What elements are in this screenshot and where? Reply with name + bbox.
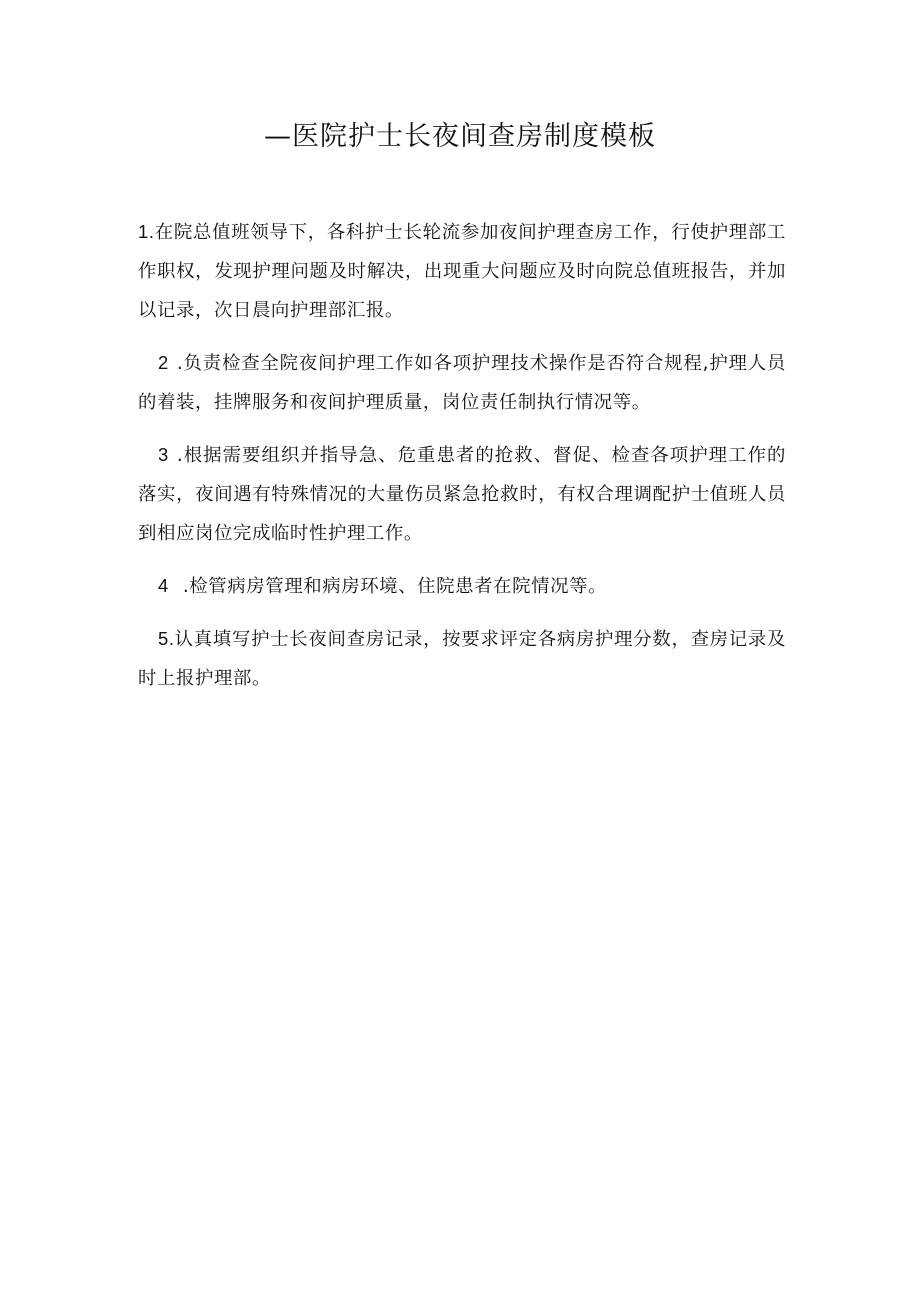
item-number: 4 bbox=[158, 575, 169, 596]
item-number: 2 bbox=[158, 352, 169, 373]
document-body bbox=[138, 212, 786, 711]
list-item bbox=[138, 212, 786, 330]
list-item bbox=[138, 435, 786, 553]
item-text: .检管病房管理和病房环境、住院患者在院情况等。 bbox=[182, 576, 608, 597]
list-item bbox=[138, 619, 786, 698]
document-title: —医院护士长夜间查房制度模板 bbox=[264, 121, 656, 152]
item-number: 3 bbox=[158, 444, 169, 465]
list-item bbox=[138, 343, 786, 422]
item-text: .根据需要组织并指导急、危重患者的抢救、督促、检查各项护理工作的落实，夜间遇有特殊情况的大量伤员紧急抢救时，有权合理调配护士值班人员到相应岗位完成临时性护理工作。 bbox=[138, 445, 786, 544]
list-item bbox=[138, 566, 786, 606]
item-number: 1. bbox=[138, 221, 155, 242]
item-text: .负责检查全院夜间护理工作如各项护理技术操作是否符合规程,护理人员的着装，挂牌服务和夜间护理质量，岗位责任制执行情况等。 bbox=[138, 353, 786, 413]
item-text: 在院总值班领导下，各科护士长轮流参加夜间护理查房工作，行使护理部工作职权，发现护理问题及时解决，出现重大问题应及时向院总值班报告，并加以记录，次日晨向护理部汇报。 bbox=[138, 222, 786, 321]
item-text: 认真填写护士长夜间查房记录，按要求评定各病房护理分数，查房记录及时上报护理部。 bbox=[138, 629, 786, 689]
item-number: 5. bbox=[158, 628, 175, 649]
